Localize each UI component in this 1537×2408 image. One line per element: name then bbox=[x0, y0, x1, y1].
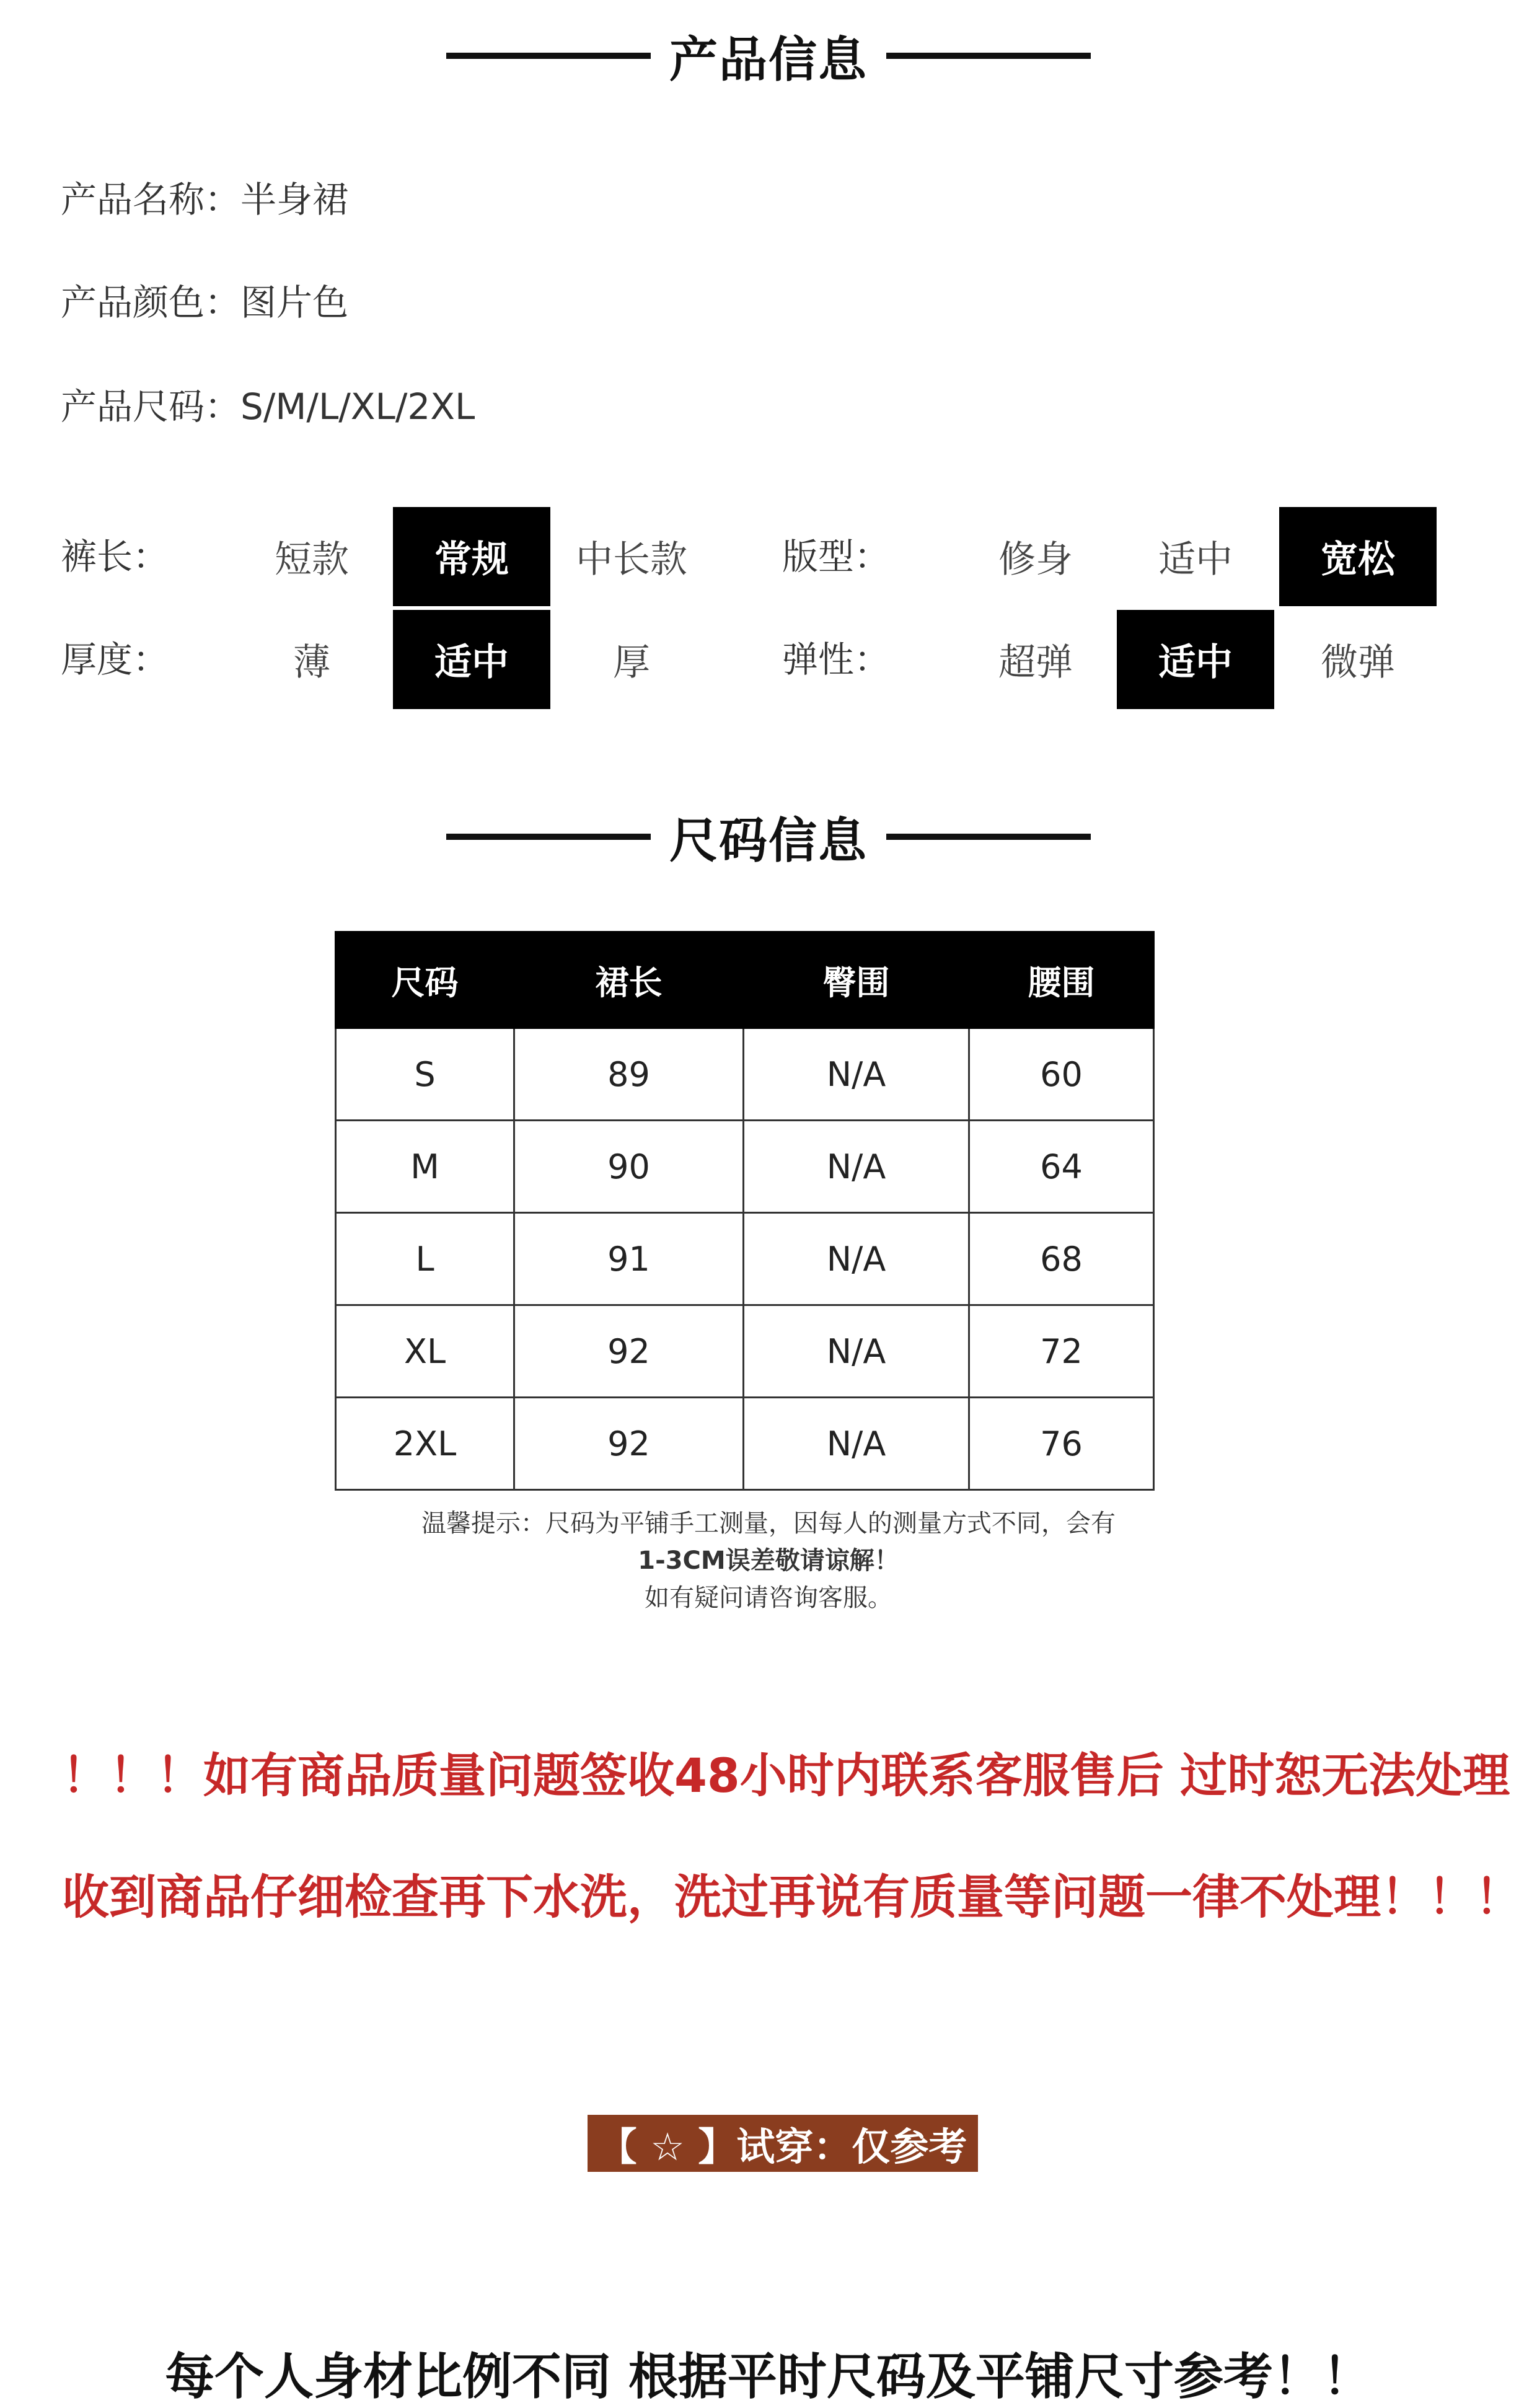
cell-length: 92 bbox=[514, 1398, 744, 1490]
table-row bbox=[336, 1398, 1154, 1490]
title-dash-left bbox=[446, 53, 651, 59]
cell-hip: N/A bbox=[744, 1121, 969, 1213]
header-skirt-length: 裙长 bbox=[514, 932, 744, 1028]
product-color-line: 产品颜色：图片色 bbox=[61, 281, 349, 324]
table-row bbox=[336, 1121, 1154, 1213]
product-name-line: 产品名称：半身裙 bbox=[61, 179, 349, 221]
thickness-option-thin: 薄 bbox=[293, 641, 330, 684]
product-info-title-text: 产品信息 bbox=[669, 32, 868, 88]
measurement-tip-3: 如有疑问请咨询客服。 bbox=[645, 1584, 892, 1612]
cell-hip: N/A bbox=[744, 1305, 969, 1398]
quality-notice-1: ！！！如有商品质量问题签收48小时内联系客服售后 过时恕无法处理 bbox=[62, 1748, 1510, 1803]
thickness-option-thick: 厚 bbox=[613, 641, 650, 684]
cell-size: L bbox=[336, 1213, 514, 1305]
elasticity-option-slight: 微弹 bbox=[1321, 641, 1395, 684]
tryon-banner: 【 ☆ 】试穿：仅参考 bbox=[588, 2115, 978, 2172]
thickness-label: 厚度： bbox=[61, 638, 169, 681]
cell-size: M bbox=[336, 1121, 514, 1213]
product-info-title bbox=[0, 19, 1537, 93]
bottom-reference-text: 每个人身材比例不同 根据平时尺码及平铺尺寸参考！！ bbox=[165, 2348, 1372, 2406]
measurement-tip-2: 1-3CM误差敬请谅解！ bbox=[638, 1546, 899, 1575]
product-size-line: 产品尺码：S/M/L/XL/2XL bbox=[61, 386, 475, 428]
title-dash-right bbox=[886, 53, 1091, 59]
cell-length: 91 bbox=[514, 1213, 744, 1305]
elasticity-option-medium: 适中 bbox=[1117, 610, 1274, 709]
cell-size: S bbox=[336, 1028, 514, 1121]
fit-option-slim: 修身 bbox=[998, 538, 1073, 581]
header-size: 尺码 bbox=[336, 932, 514, 1028]
quality-notice-2: 收到商品仔细检查再下水洗，洗过再说有质量等问题一律不处理！！！ bbox=[62, 1869, 1522, 1925]
cell-size: 2XL bbox=[336, 1398, 514, 1490]
table-row bbox=[336, 1305, 1154, 1398]
cell-hip: N/A bbox=[744, 1213, 969, 1305]
size-table bbox=[335, 931, 1155, 1491]
fit-label: 版型： bbox=[782, 536, 891, 578]
size-info-title bbox=[0, 800, 1537, 874]
length-option-regular: 常规 bbox=[393, 507, 550, 606]
size-info-title-text: 尺码信息 bbox=[669, 813, 868, 869]
measurement-tip-1: 温馨提示：尺码为平铺手工测量，因每人的测量方式不同，会有 bbox=[421, 1509, 1116, 1538]
cell-waist: 68 bbox=[969, 1213, 1154, 1305]
cell-hip: N/A bbox=[744, 1398, 969, 1490]
cell-waist: 64 bbox=[969, 1121, 1154, 1213]
table-header-row bbox=[336, 932, 1154, 1028]
cell-waist: 76 bbox=[969, 1398, 1154, 1490]
table-row bbox=[336, 1028, 1154, 1121]
title-dash-left bbox=[446, 834, 651, 840]
length-option-short: 短款 bbox=[275, 538, 349, 581]
title-dash-right bbox=[886, 834, 1091, 840]
header-hip: 臀围 bbox=[744, 932, 969, 1028]
fit-option-loose: 宽松 bbox=[1279, 507, 1437, 606]
length-option-midlong: 中长款 bbox=[576, 538, 687, 581]
cell-length: 90 bbox=[514, 1121, 744, 1213]
length-label: 裤长： bbox=[61, 536, 169, 578]
cell-length: 89 bbox=[514, 1028, 744, 1121]
table-row bbox=[336, 1213, 1154, 1305]
elasticity-option-super: 超弹 bbox=[998, 641, 1073, 684]
cell-waist: 72 bbox=[969, 1305, 1154, 1398]
cell-length: 92 bbox=[514, 1305, 744, 1398]
elasticity-label: 弹性： bbox=[782, 638, 891, 681]
cell-size: XL bbox=[336, 1305, 514, 1398]
cell-waist: 60 bbox=[969, 1028, 1154, 1121]
cell-hip: N/A bbox=[744, 1028, 969, 1121]
thickness-option-medium: 适中 bbox=[393, 610, 550, 709]
header-waist: 腰围 bbox=[969, 932, 1154, 1028]
fit-option-medium: 适中 bbox=[1158, 538, 1233, 581]
